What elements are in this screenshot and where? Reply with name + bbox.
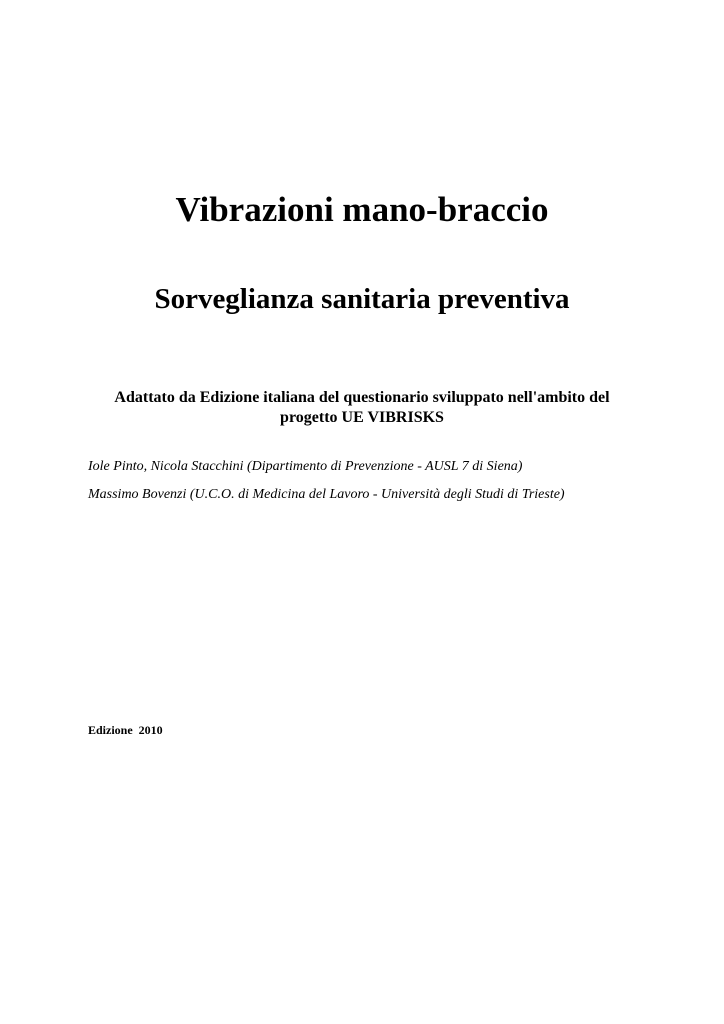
edition-label: Edizione 2010 xyxy=(88,723,163,737)
adapted-from-note: Adattato da Edizione italiana del questionario sviluppato nell'ambito del progetto UE VIBRISKS xyxy=(114,389,610,426)
document-subtitle: Sorveglianza sanitaria preventiva xyxy=(154,283,570,315)
author-line: Iole Pinto, Nicola Stacchini (Dipartimento di Prevenzione - AUSL 7 di Siena) xyxy=(88,459,523,474)
author-line: Massimo Bovenzi (U.C.O. di Medicina del Lavoro - Università degli Studi di Trieste) xyxy=(88,487,565,502)
document-title: Vibrazioni mano-braccio xyxy=(175,190,549,229)
authors-block xyxy=(88,459,688,515)
